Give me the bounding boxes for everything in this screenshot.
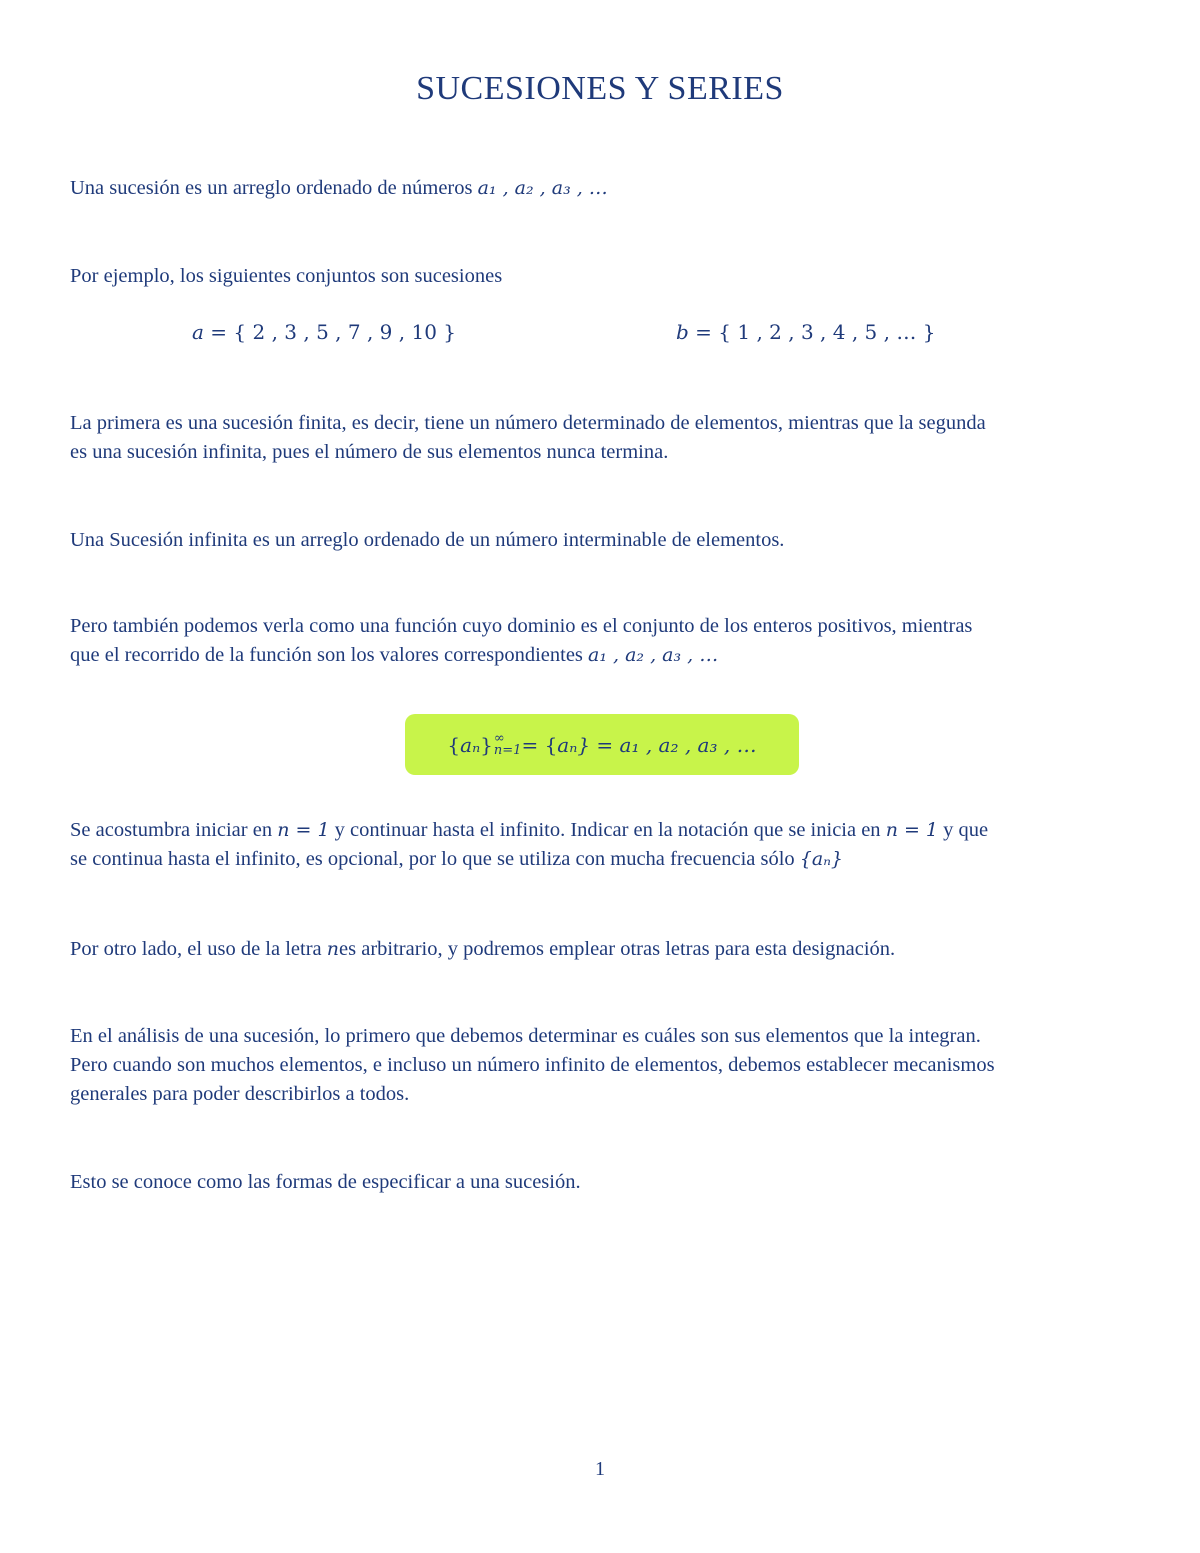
paragraph-line	[70, 845, 1135, 874]
formula-end: } = a₁ , a₂ , a₃ , …	[577, 732, 757, 757]
paragraph-line: Pero cuando son muchos elementos, e incluso un número infinito de elementos, debemos establecer mecanismos	[70, 1054, 995, 1076]
sequence-terms-math: a₁ , a₂ , a₃ , …	[477, 177, 608, 199]
paragraph-text: se continua hasta el infinito, es opcional, por lo que se utiliza con mucha frecuencia sólo	[70, 848, 795, 870]
sequence-terms-math: a₁ , a₂ , a₃ , …	[588, 644, 719, 666]
paragraph-definition	[70, 174, 1135, 203]
paragraph-line	[70, 641, 1135, 670]
paragraph-infinite-definition	[70, 526, 1135, 555]
paragraph-line: generales para poder describirlos a todos.	[70, 1083, 410, 1105]
highlighted-formula	[405, 714, 799, 775]
short-notation-math: {aₙ}	[799, 848, 844, 870]
page-title: SUCESIONES Y SERIES	[416, 70, 784, 107]
paragraph-text: Esto se conoce como las formas de especificar a una sucesión.	[70, 1171, 581, 1193]
paragraph-line: Pero también podemos verla como una función cuyo dominio es el conjunto de los enteros positivos, mientras	[70, 615, 973, 637]
paragraph-letter-choice	[70, 935, 1135, 964]
paragraph-text: que el recorrido de la función son los valores correspondientes	[70, 644, 583, 666]
formula-term-short: aₙ	[557, 732, 578, 757]
paragraph-text: Se acostumbra iniciar en	[70, 819, 273, 841]
paragraph-text: Por ejemplo, los siguientes conjuntos son sucesiones	[70, 265, 503, 287]
paragraph-text: Una sucesión es un arreglo ordenado de números	[70, 177, 473, 199]
set-a-values: = { 2 , 3 , 5 , 7 , 9 , 10 }	[203, 320, 457, 344]
letter-n-math: n	[326, 938, 340, 960]
set-b-values: = { 1 , 2 , 3 , 4 , 5 , … }	[688, 320, 936, 344]
paragraph-text: y que	[943, 819, 989, 841]
paragraph-start-index	[70, 816, 1135, 874]
paragraph-text: y continuar hasta el infinito. Indicar en la notación que se inicia en	[334, 819, 881, 841]
formula-close: }	[480, 732, 493, 757]
paragraph-text: Por otro lado, el uso de la letra	[70, 938, 322, 960]
paragraph-function-view	[70, 612, 1135, 670]
set-a-expression	[192, 320, 456, 344]
paragraph-text: es arbitrario, y podremos emplear otras letras para esta designación.	[339, 938, 896, 960]
index-start-math: n = 1	[277, 819, 330, 841]
paragraph-line	[70, 816, 1135, 845]
page-number: 1	[595, 1458, 605, 1480]
paragraph-line: es una sucesión infinita, pues el número de sus elementos nunca termina.	[70, 441, 669, 463]
paragraph-specification	[70, 1168, 1135, 1197]
set-b-label: b	[676, 320, 689, 344]
paragraph-line: En el análisis de una sucesión, lo primero que debemos determinar es cuáles son sus elementos que la integran.	[70, 1025, 981, 1047]
paragraph-example-intro	[70, 262, 1135, 291]
set-a-label: a	[192, 320, 204, 344]
formula-limits	[493, 730, 522, 758]
set-b-expression	[676, 320, 935, 344]
paragraph-line: La primera es una sucesión finita, es decir, tiene un número determinado de elementos, mientras que la segunda	[70, 412, 986, 434]
index-start-math: n = 1	[885, 819, 939, 841]
formula-middle: = {	[521, 732, 558, 757]
formula-open: {	[447, 732, 461, 757]
paragraph-finite-infinite	[70, 409, 1135, 467]
paragraph-analysis	[70, 1022, 1135, 1109]
paragraph-text: Una Sucesión infinita es un arreglo ordenado de un número interminable de elementos.	[70, 529, 785, 551]
formula-term: aₙ	[460, 732, 481, 757]
formula-upper-limit: ∞	[493, 730, 505, 746]
formula-lower-limit: n=1	[493, 742, 522, 758]
